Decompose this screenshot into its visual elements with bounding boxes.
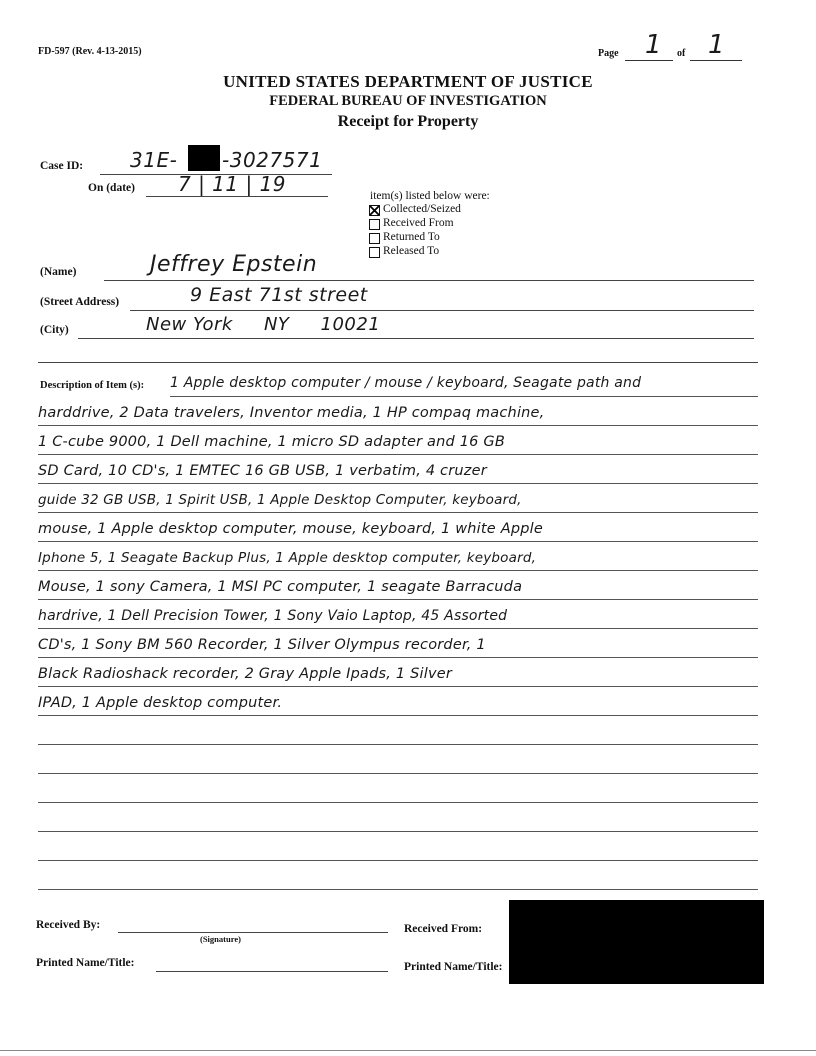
ruled-line (38, 773, 758, 774)
street-label: (Street Address) (40, 296, 120, 308)
ruled-line (170, 396, 758, 397)
bottom-edge-line (0, 1050, 816, 1051)
date-label: On (date) (88, 182, 135, 194)
check-x-icon (369, 205, 380, 216)
ruled-line (38, 599, 758, 600)
case-id-suffix: -3027571 (222, 148, 323, 172)
street-value: 9 East 71st street (190, 284, 368, 306)
page-title: Receipt for Property (337, 113, 479, 130)
received-by-label: Received By: (36, 919, 101, 931)
description-line-8: Mouse, 1 sony Camera, 1 MSI PC computer, 1 seagate Barracuda (38, 579, 523, 595)
of-label: of (677, 48, 686, 59)
city-value: New York NY 10021 (146, 314, 381, 335)
ruled-line (38, 715, 758, 716)
released-to-label: Released To (383, 245, 440, 257)
ruled-line (38, 657, 758, 658)
ruled-line (38, 425, 758, 426)
department-heading: UNITED STATES DEPARTMENT OF JUSTICE (223, 72, 593, 91)
ruled-line (38, 831, 758, 832)
description-line-9: hardrive, 1 Dell Precision Tower, 1 Sony Vaio Laptop, 45 Assorted (38, 608, 508, 624)
items-status-intro: item(s) listed below were: (370, 190, 490, 202)
separator-line (38, 362, 758, 363)
page-total-line (690, 60, 742, 61)
received-from-label: Received From (383, 217, 454, 229)
ruled-line (38, 483, 758, 484)
name-value: Jeffrey Epstein (150, 252, 318, 277)
collected-seized-checkbox[interactable] (369, 205, 380, 216)
date-value: 7 | 11 | 19 (178, 172, 287, 196)
date-line (146, 196, 328, 197)
form-number: FD-597 (Rev. 4-13-2015) (38, 46, 142, 57)
description-line-2: harddrive, 2 Data travelers, Inventor media, 1 HP compaq machine, (38, 405, 545, 421)
ruled-line (38, 889, 758, 890)
collected-seized-label: Collected/Seized (383, 203, 461, 215)
description-line-5: guide 32 GB USB, 1 Spirit USB, 1 Apple Desktop Computer, keyboard, (38, 492, 522, 508)
description-line-10: CD's, 1 Sony BM 560 Recorder, 1 Silver Olympus recorder, 1 (38, 637, 486, 653)
description-line-4: SD Card, 10 CD's, 1 EMTEC 16 GB USB, 1 verbatim, 4 cruzer (38, 463, 487, 479)
ruled-line (38, 541, 758, 542)
description-line-1: 1 Apple desktop computer / mouse / keyboard, Seagate path and (170, 375, 642, 391)
description-line-7: Iphone 5, 1 Seagate Backup Plus, 1 Apple desktop computer, keyboard, (38, 550, 537, 566)
page-label: Page (598, 48, 619, 59)
description-line-12: IPAD, 1 Apple desktop computer. (38, 695, 283, 711)
description-line-6: mouse, 1 Apple desktop computer, mouse, keyboard, 1 white Apple (38, 521, 543, 537)
received-from-checkbox[interactable] (369, 219, 380, 230)
ruled-line (38, 802, 758, 803)
case-id-label: Case ID: (40, 160, 84, 172)
ruled-line (38, 570, 758, 571)
redaction-box (509, 900, 764, 984)
page-total: 1 (708, 30, 726, 60)
printed-name-right-label: Printed Name/Title: (404, 961, 503, 973)
ruled-line (38, 454, 758, 455)
redaction-box (188, 145, 220, 171)
returned-to-checkbox[interactable] (369, 233, 380, 244)
ruled-line (38, 744, 758, 745)
bureau-heading: FEDERAL BUREAU OF INVESTIGATION (269, 93, 547, 109)
name-label: (Name) (40, 266, 77, 278)
ruled-line (38, 512, 758, 513)
city-label: (City) (40, 324, 69, 336)
name-line (104, 280, 754, 281)
description-label: Description of Item (s): (40, 380, 145, 391)
description-line-3: 1 C-cube 9000, 1 Dell machine, 1 micro SD adapter and 16 GB (38, 434, 505, 450)
case-id-prefix: 31E- (130, 148, 178, 172)
description-line-11: Black Radioshack recorder, 2 Gray Apple Ipads, 1 Silver (38, 666, 453, 682)
signature-label: (Signature) (200, 934, 241, 944)
printed-name-label: Printed Name/Title: (36, 957, 135, 969)
page-num-line (625, 60, 673, 61)
page-number: 1 (645, 30, 663, 60)
street-line (130, 310, 754, 311)
printed-name-line (156, 971, 388, 972)
ruled-line (38, 628, 758, 629)
page-indicator (598, 48, 619, 59)
released-to-checkbox[interactable] (369, 247, 380, 258)
ruled-line (38, 686, 758, 687)
received-from-footer-label: Received From: (404, 923, 483, 935)
ruled-line (38, 860, 758, 861)
returned-to-label: Returned To (383, 231, 440, 243)
received-by-line (118, 932, 388, 933)
city-line (78, 338, 754, 339)
